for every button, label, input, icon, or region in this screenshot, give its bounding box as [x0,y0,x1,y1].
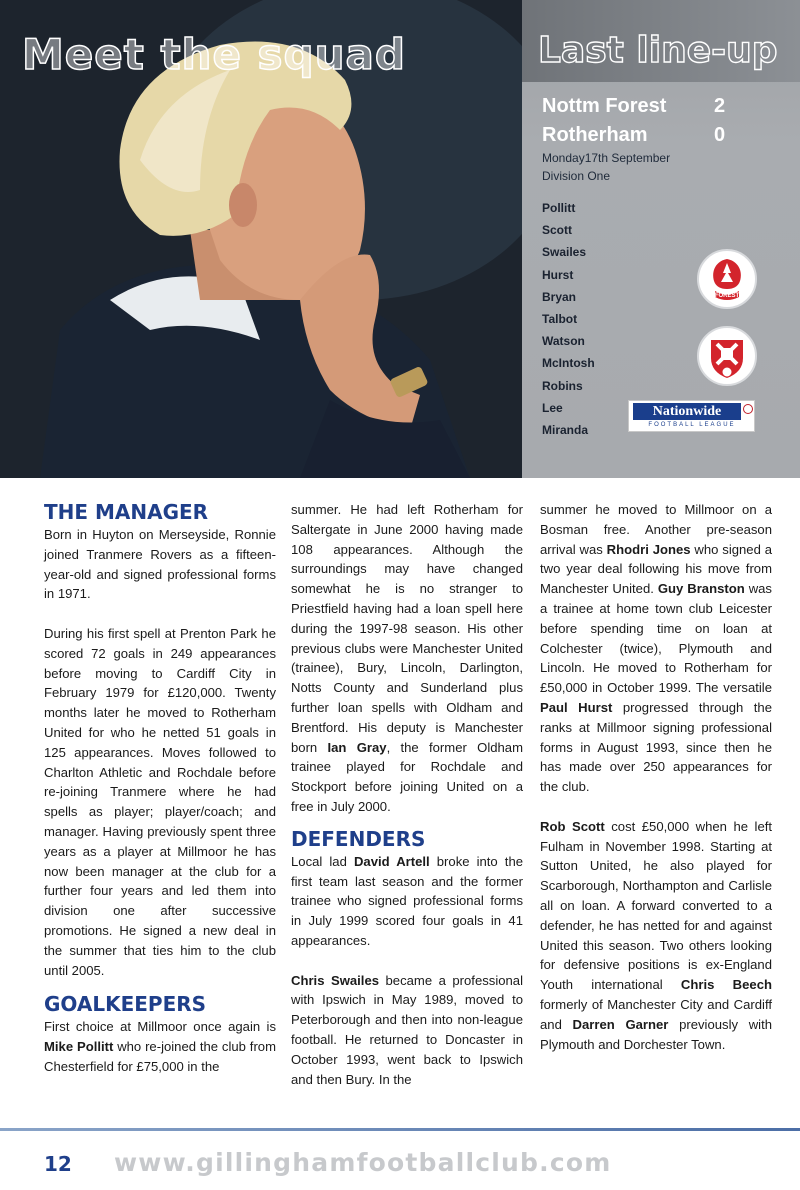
club-website-url: www.gillinghamfootballclub.com [114,1148,612,1177]
match-date: Monday17th September [542,151,671,165]
away-team: Rotherham [542,124,648,146]
player-name: Scott [542,223,572,238]
player-name: Rob Scott [540,818,605,834]
section-heading-goalkeepers: GOALKEEPERS [44,992,207,1017]
nationwide-league-logo [628,400,755,432]
article-column-2 [291,500,523,1109]
page-number: 12 [44,1152,72,1176]
home-score: 2 [714,95,726,117]
player-name: Lee [542,400,563,415]
player-name: David Artell [353,853,430,869]
manager-paragraph-2: During his first spell at Prenton Park he scored 72 goals in 249 appearances before moving to Cardiff City in February 1979 for £120,000. Twenty months later he moved to Rotherham United for who he netted 51 goals in 125 appearances. Moves followed to Charlton Athletic and Rochdale before re-joining Tranmere where he had spells as player; player/coach; and manager. Having previously spent three years as a player at Millmoor he has now been manager at the club for a further four years and led them into division one after successive promotions. He signed a new deal in the summer that ties him to the club until 2005. [44,625,276,978]
forest-crest-icon [697,249,757,309]
defenders-paragraph-3: Rob Scott cost £50,000 when he left Fulham in November 1998. Starting at Sutton United, he also played for Scarborough, Northampton and Carlisle all on loan. A forward converted to a defender, he has netted for and against United this season. Two others looking for defensive positions is ex-England Youth international Chris Beech formerly of Manchester City and Cardiff and Darren Garner previously with Plymouth and Dorchester Town. [540,818,773,1052]
defenders-paragraph-2-cont: summer he moved to Millmoor on a Bosman free. Another pre-season arrival was Rhodri Jones who signed a two year deal following his move from Manchester United. Guy Branston was a trainee at home town club Leicester before spending time on loan at Colchester (twice), Plymouth and Lincoln. He moved to Rotherham for £50,000 in October 1999. The versatile Paul Hurst progressed through the ranks at Millmoor signing professional forms in August 1993, since then he has made over 250 appearances for the club. [540,502,772,795]
player-name: Guy Branston [657,581,745,597]
player-name: Watson [542,334,585,349]
page-title: Meet the squad [22,30,406,79]
article-column-3 [540,500,772,1074]
manager-paragraph-1: Born in Huyton on Merseyside, Ronnie joined Tranmere Rovers as a fifteen-year-old and signed professional forms in 1971. [44,527,276,602]
footer-divider [0,1128,800,1131]
player-name: Miranda [542,422,589,437]
nationwide-label: Nationwide [633,403,741,420]
football-league-label: FOOTBALL LEAGUE [648,422,736,428]
player-name: Pollitt [542,201,576,215]
player-name: Chris Beech [680,977,772,993]
player-name: Mike Pollitt [44,1039,114,1055]
manager-photo [0,0,522,478]
player-name: Robins [542,378,583,393]
player-name: Ian Gray [327,739,387,755]
player-name: Paul Hurst [540,699,613,715]
crest-label: FOREST [714,293,740,299]
defenders-paragraph-1: Local lad David Artell broke into the first team last season and the former trainee who signed professional forms in July 1999 scored four goals in 41 appearances. [291,853,524,948]
football-icon [743,404,753,414]
section-heading-defenders: DEFENDERS [291,826,426,851]
player-list [542,197,595,441]
goalkeepers-paragraph-cont: summer. He had left Rotherham for Saltergate in June 2000 having made 108 appearances. Although the surroundings may have changed somewhat he is no stranger to Priestfield having had a loan spell here during the 1997-98 season. His other previous clubs were Manchester United (trainee), Bury, Lincoln, Darlington, Notts County and Sunderland plus further loan spells with Oldham and Brentford. His deputy is Manchester born Ian Gray, the former Oldham trainee played for Rochdale and Stockport before joining United on a free in July 2000. [291,502,523,814]
goalkeepers-paragraph-start: First choice at Millmoor once again is Mike Pollitt who re-joined the club from Chesterfield for £75,000 in the [44,1019,276,1074]
match-competition: Division One [542,169,611,183]
rotherham-crest-icon [697,326,757,386]
home-team: Nottm Forest [542,95,667,117]
section-heading-manager: THE MANAGER [44,500,209,524]
player-name: Darren Garner [572,1016,669,1032]
defenders-paragraph-2-start: Chris Swailes became a professional with Ipswich in May 1989, moved to Peterborough and then into non-league football. He returned to Doncaster in October 1993, went back to Ipswich and then Bury. In the [291,972,523,1087]
article-column-1 [44,500,276,1097]
player-name: Rhodri Jones [606,541,691,557]
player-name: Hurst [542,267,574,282]
player-name: Talbot [542,311,578,326]
player-name: Bryan [542,289,577,304]
lineup-title: Last line-up [538,30,778,71]
player-name: Swailes [542,245,587,260]
player-name: Chris Swailes [291,972,380,988]
hero-banner [0,0,800,478]
player-name: McIntosh [542,356,595,371]
away-score: 0 [714,124,726,146]
